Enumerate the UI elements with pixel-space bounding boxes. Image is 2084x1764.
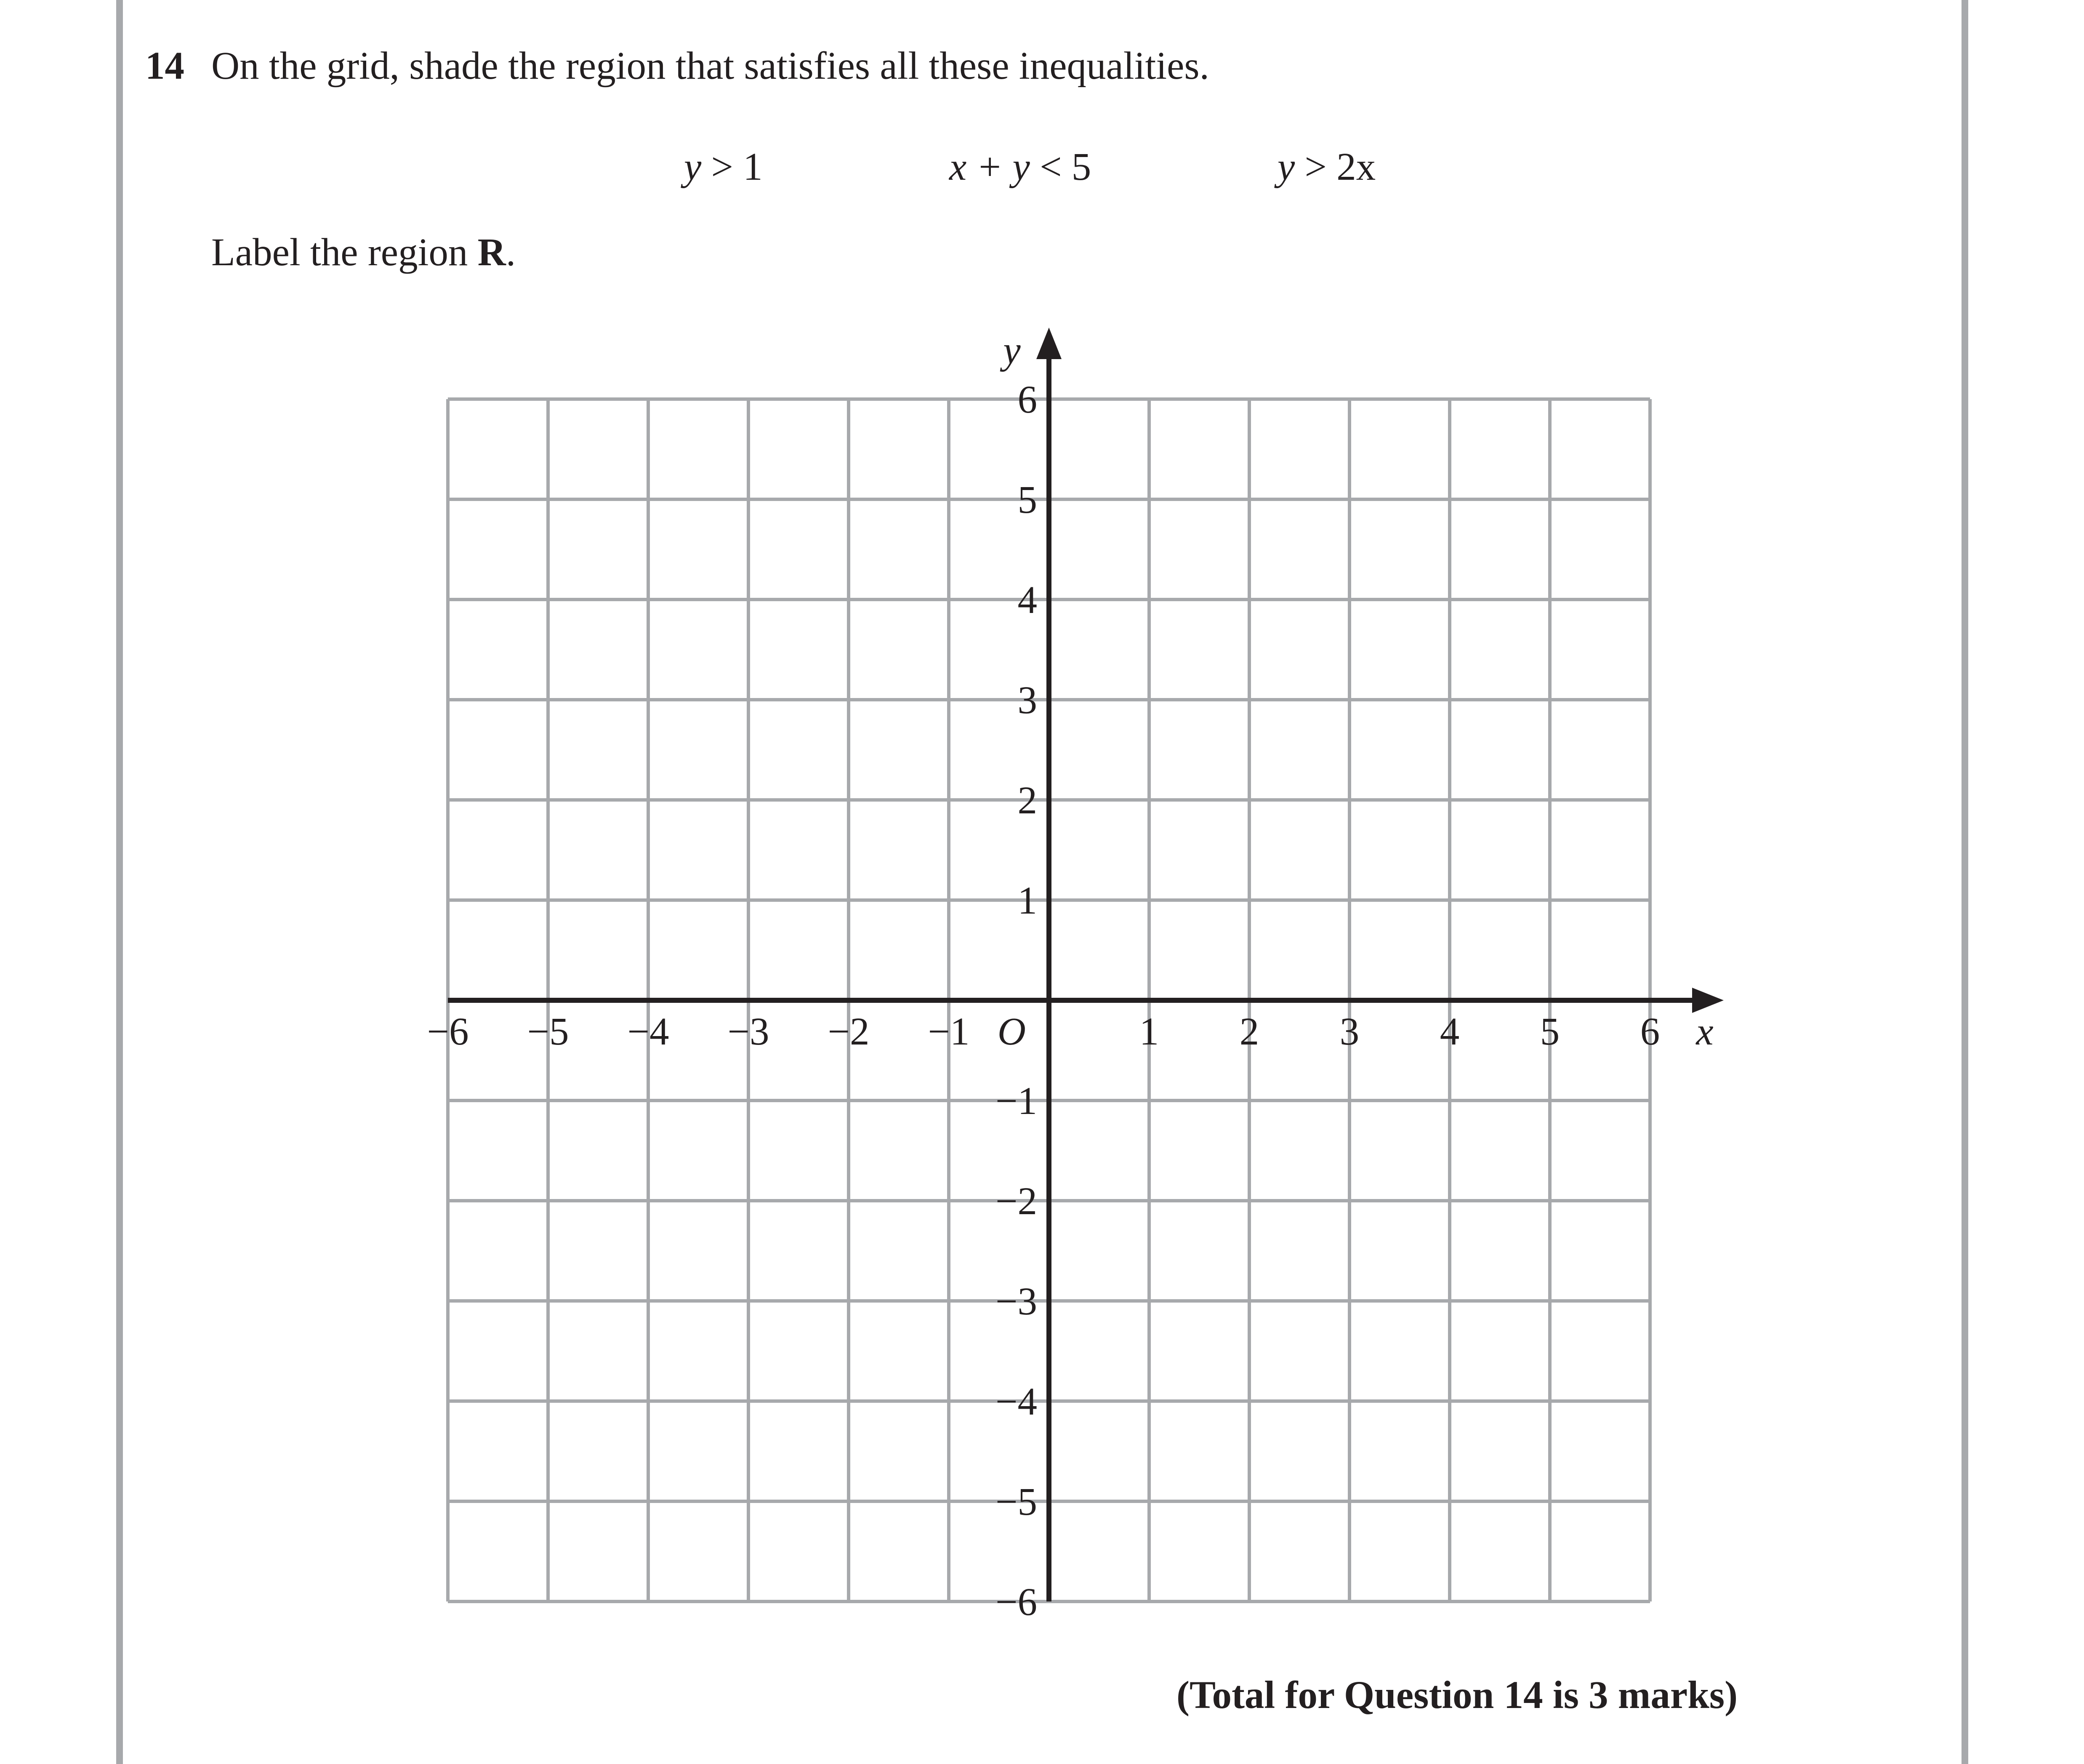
inequality-3-op: > bbox=[1304, 145, 1327, 189]
question-text: On the grid, shade the region that satisfies all these inequalities. bbox=[211, 44, 1209, 88]
inequality-2-rhs: 5 bbox=[1071, 145, 1091, 189]
question-number: 14 bbox=[145, 44, 184, 88]
inequality-2-lhs: x + y bbox=[949, 145, 1030, 189]
y-tick-label: −3 bbox=[995, 1280, 1037, 1323]
x-tick-label: 1 bbox=[1139, 1010, 1159, 1053]
y-tick-label: −1 bbox=[995, 1079, 1037, 1123]
y-tick-label: 4 bbox=[1017, 578, 1037, 622]
x-tick-label: 5 bbox=[1540, 1010, 1560, 1053]
y-tick-label: −5 bbox=[995, 1480, 1037, 1524]
total-marks: (Total for Question 14 is 3 marks) bbox=[1176, 1673, 1738, 1717]
y-tick-label: 1 bbox=[1017, 879, 1037, 922]
x-tick-label: 2 bbox=[1239, 1010, 1259, 1053]
y-tick-label: −2 bbox=[995, 1180, 1037, 1223]
y-tick-label: 5 bbox=[1017, 478, 1037, 522]
region-label: R bbox=[477, 231, 506, 274]
y-tick-label: −6 bbox=[995, 1580, 1037, 1624]
inequality-3-lhs: y bbox=[1278, 145, 1295, 189]
x-tick-label: −6 bbox=[427, 1010, 469, 1053]
x-tick-label: 3 bbox=[1339, 1010, 1360, 1053]
inequality-1-lhs: y bbox=[684, 145, 702, 189]
inequality-1-op: > bbox=[711, 145, 733, 189]
axes bbox=[448, 328, 1724, 1601]
y-tick-label: 6 bbox=[1017, 378, 1037, 421]
x-tick-label: −2 bbox=[828, 1010, 870, 1053]
instruction-suffix: . bbox=[506, 231, 516, 274]
y-axis-label: y bbox=[1003, 329, 1021, 372]
origin-label: O bbox=[997, 1010, 1026, 1053]
x-axis-arrow bbox=[1692, 988, 1724, 1013]
x-tick-label: −4 bbox=[627, 1010, 669, 1053]
x-tick-label: −5 bbox=[527, 1010, 569, 1053]
x-axis-label: x bbox=[1696, 1010, 1714, 1053]
inequality-2-op: < bbox=[1040, 145, 1062, 189]
tick-labels bbox=[427, 329, 1714, 1624]
x-tick-label: −1 bbox=[928, 1010, 970, 1053]
y-tick-label: 2 bbox=[1017, 779, 1037, 822]
x-tick-label: 6 bbox=[1640, 1010, 1660, 1053]
inequality-1-rhs: 1 bbox=[743, 145, 763, 189]
y-tick-label: −4 bbox=[995, 1380, 1037, 1423]
x-tick-label: 4 bbox=[1440, 1010, 1460, 1053]
x-tick-label: −3 bbox=[727, 1010, 769, 1053]
instruction-prefix: Label the region bbox=[211, 231, 478, 274]
y-tick-label: 3 bbox=[1017, 679, 1037, 722]
y-axis-arrow bbox=[1036, 328, 1062, 359]
inequality-3-rhs: 2x bbox=[1336, 145, 1376, 189]
